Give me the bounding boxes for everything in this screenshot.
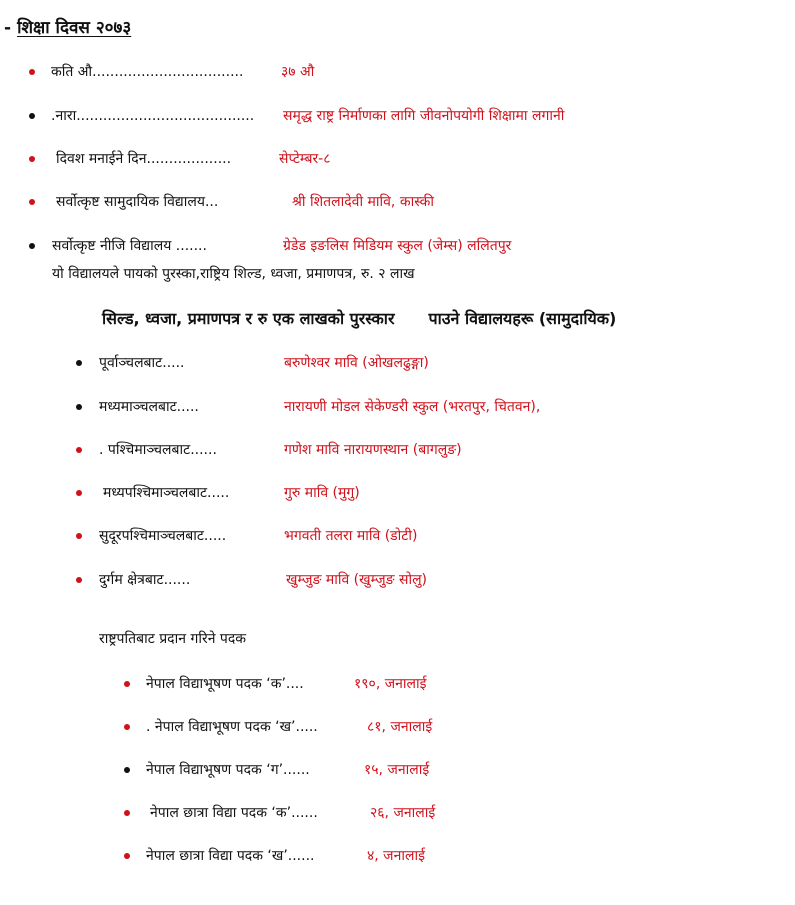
fact-value: ३७ औ	[281, 64, 315, 80]
medal-count: १५, जनालाई	[364, 762, 430, 778]
region-school: बरुणेश्वर मावि (ओखलढुङ्गा)	[284, 355, 429, 371]
medal-count: १९०, जनालाई	[354, 676, 427, 692]
fact-label: सर्वोत्कृष्ट नीजि विद्यालय .......	[52, 238, 207, 254]
medal-label: नेपाल विद्याभूषण पदक ‘क’....	[146, 676, 304, 692]
region-label: पूर्वाञ्चलबाट.....	[99, 355, 185, 371]
region-school: नारायणी मोडल सेकेण्डरी स्कुल (भरतपुर, चितवन),	[284, 399, 541, 415]
bullet-icon	[124, 853, 130, 859]
bullet-icon	[29, 113, 35, 119]
bullet-icon	[29, 199, 35, 205]
medal-label: . नेपाल विद्याभूषण पदक ‘ख’.....	[146, 719, 318, 735]
region-label: सुदूरपश्चिमाञ्चलबाट.....	[99, 528, 227, 544]
title-dash: -	[4, 18, 12, 38]
bullet-icon	[76, 447, 82, 453]
medal-count: ४, जनालाई	[367, 848, 425, 864]
medals-heading: राष्ट्रपतिबाट प्रदान गरिने पदक	[99, 631, 247, 647]
page-title	[4, 15, 131, 38]
bullet-icon	[29, 69, 35, 75]
region-school: खुम्जुङ मावि (खुम्जुङ सोलु)	[286, 572, 428, 588]
awards-heading-part2: पाउने विद्यालयहरू (सामुदायिक)	[428, 309, 617, 328]
region-label: मध्यमाञ्चलबाट.....	[99, 399, 199, 415]
fact-value: समृद्ध राष्ट्र निर्माणका लागि जीवनोपयोगी शिक्षामा लगानी	[283, 108, 565, 124]
bullet-icon	[76, 577, 82, 583]
region-label: दुर्गम क्षेत्रबाट......	[99, 572, 191, 588]
bullet-icon	[76, 360, 82, 366]
medal-label: नेपाल छात्रा विद्या पदक ‘ख’......	[146, 848, 315, 864]
bullet-icon	[124, 681, 130, 687]
region-school: भगवती तलरा मावि (डोटी)	[284, 528, 418, 544]
bullet-icon	[124, 724, 130, 730]
bullet-icon	[76, 404, 82, 410]
region-school: गणेश मावि नारायणस्थान (बागलुङ)	[284, 442, 462, 458]
awards-heading-part1: सिल्ड, ध्वजा, प्रमाणपत्र र रु एक लाखको पुरस्कार	[102, 309, 395, 328]
bullet-icon	[76, 533, 82, 539]
bullet-icon	[29, 156, 35, 162]
region-label: मध्यपश्चिमाञ्चलबाट.....	[103, 485, 230, 501]
fact-label: दिवश मनाईने दिन...................	[56, 151, 232, 167]
fact-label: .नारा........................................	[51, 108, 255, 124]
fact-label: सर्वोत्कृष्ट सामुदायिक विद्यालय...	[56, 194, 219, 210]
region-school: गुरु मावि (मुगु)	[284, 485, 360, 501]
medal-count: ८१, जनालाई	[367, 719, 433, 735]
awards-heading	[102, 307, 616, 329]
fact-note: यो विद्यालयले पायको पुरस्का,राष्ट्रिय शिल्ड, ध्वजा, प्रमाणपत्र, रु. २ लाख	[52, 266, 415, 282]
medal-label: नेपाल छात्रा विद्या पदक ‘क’......	[150, 805, 318, 821]
bullet-icon	[76, 490, 82, 496]
bullet-icon	[29, 243, 35, 249]
bullet-icon	[124, 767, 130, 773]
title-text: शिक्षा दिवस २०७३	[17, 18, 132, 38]
fact-value: सेप्टेम्बर-८	[279, 151, 331, 167]
medal-count: २६, जनालाई	[370, 805, 436, 821]
bullet-icon	[124, 810, 130, 816]
fact-value: श्री शितलादेवी मावि, कास्की	[292, 194, 435, 210]
fact-label: कति औ..................................	[51, 64, 244, 80]
fact-value: ग्रेडेड इङलिस मिडियम स्कुल (जेम्स) ललितपुर	[283, 238, 512, 254]
medal-label: नेपाल विद्याभूषण पदक ‘ग’......	[146, 762, 310, 778]
region-label: . पश्चिमाञ्चलबाट......	[99, 442, 217, 458]
